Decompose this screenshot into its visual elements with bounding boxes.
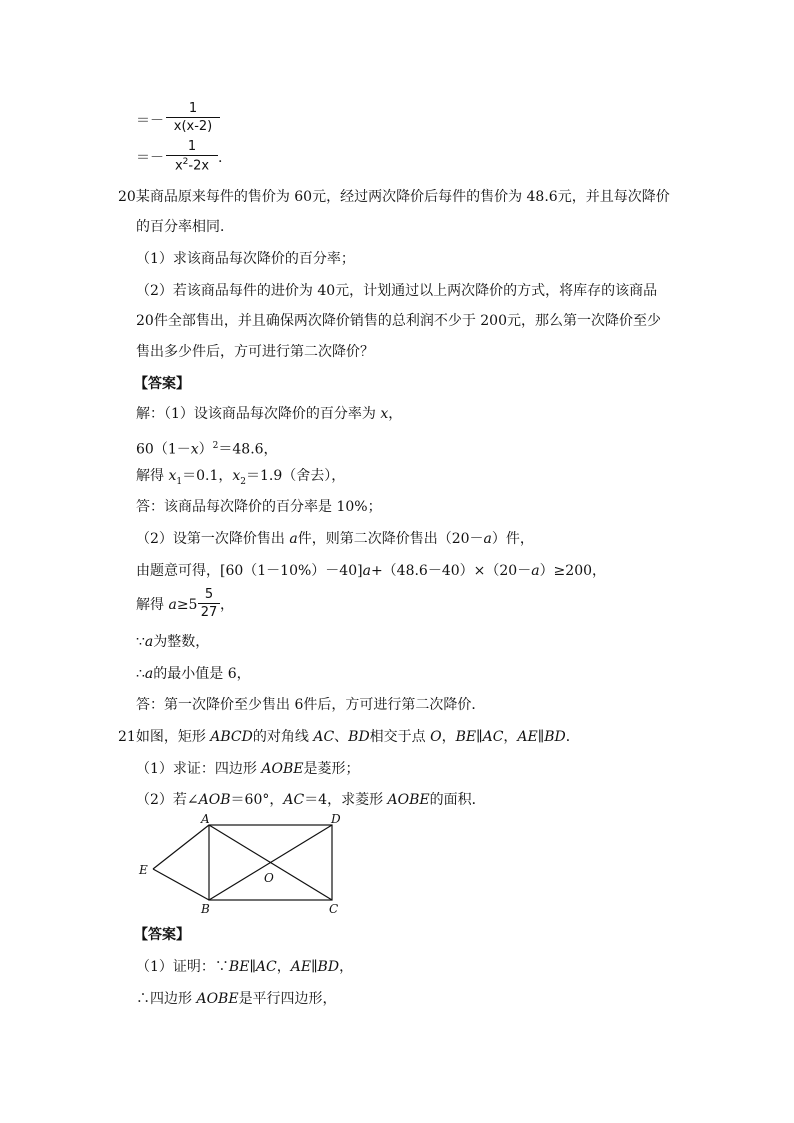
q21-parallel-2: ∥ (537, 729, 545, 745)
q21-part-2 (136, 791, 486, 809)
proof1-end: ， (339, 959, 354, 975)
sol5-end: ）件， (491, 531, 534, 547)
q21-part2-ac: AC (283, 792, 305, 808)
equals-minus-2: ＝－ (136, 150, 164, 166)
q20-solution-line-8 (136, 633, 209, 651)
q20-solution-line-4: 答：该商品每次降价的百分率是 10%； (136, 499, 382, 515)
sol1-end: ， (388, 406, 403, 422)
fraction-2-den-x: x (174, 158, 183, 174)
q20-answer-tag: 【答案】 (134, 376, 190, 392)
sol7-end: ， (220, 597, 234, 613)
q21-ae: AE (517, 729, 538, 745)
q21-part-1 (136, 760, 359, 778)
q21-ac2: AC (482, 729, 504, 745)
fraction-2 (166, 139, 218, 173)
sol5-var-a2: a (483, 531, 492, 547)
proof2-end: 是平行四边形， (238, 991, 337, 1007)
sol7-fraction (198, 587, 220, 620)
q21-part1-end: 是菱形； (303, 761, 360, 777)
q21-part2-aobe: AOBE (387, 792, 430, 808)
sol9-therefore: ∴ (136, 666, 145, 682)
label-e: E (139, 863, 148, 877)
q21-line-1 (118, 728, 580, 746)
q21-abcd: ABCD (210, 729, 253, 745)
sol1-text: 解：（1）设该商品每次降价的百分率为 (136, 406, 381, 422)
sol8-var-a: a (144, 634, 154, 650)
q20-solution-line-9 (136, 665, 251, 683)
proof1-comma: ， (276, 959, 291, 975)
sol7-fraction-numerator: 5 (198, 587, 220, 604)
q20-part-1: （1）求该商品每次降价的百分率； (136, 251, 355, 267)
q20-solution-line-2 (136, 437, 278, 459)
sol5-text: （2）设第一次降价售出 (136, 531, 290, 547)
label-c: C (329, 902, 339, 916)
sol3-sub2: 2 (240, 476, 246, 487)
q20-part-2a: （2）若该商品每件的进价为 40元，计划通过以上两次降价的方式，将库存的该商品 (136, 283, 658, 299)
q21-proof-line-1 (136, 958, 353, 976)
sol3-x2: x (232, 468, 241, 484)
label-b: B (201, 902, 210, 916)
proof1-be: BE (228, 959, 250, 975)
segment-ea (153, 825, 209, 869)
proof2-text: ∴四边形 (136, 991, 197, 1007)
sol3-x1: x (168, 468, 177, 484)
label-d: D (331, 812, 341, 826)
sol6-mid: +（48.6－40）×（20－ (370, 563, 532, 579)
segment-eb (153, 869, 209, 900)
q21-part1-aobe: AOBE (261, 761, 304, 777)
q21-part2-text: （2）若∠ (136, 792, 199, 808)
fraction-2-den-exponent: 2 (182, 157, 189, 167)
q20-line-2: 的百分率相同． (136, 219, 234, 235)
sol2-var: x (190, 441, 199, 458)
q21-o: O (430, 729, 442, 745)
q20-line-1: 20某商品原来每件的售价为 60元，经过两次降价后每件的售价为 48.6元，并且每次降价 (118, 189, 670, 205)
sol2-end: ＝48.6， (218, 441, 278, 458)
q20-part-2b: 20件全部售出，并且确保两次降价销售的总利润不少于 200元，那么第一次降价至少 (136, 313, 661, 329)
proof1-ac: AC (255, 959, 277, 975)
sol3-value1: ＝0.1， (182, 468, 233, 484)
q21-ac: AC (313, 729, 335, 745)
q21-part2-aob: AOB (198, 792, 231, 808)
q20-part-2c: 售出多少件后，方可进行第二次降价？ (136, 344, 374, 360)
sol1-var: x (380, 406, 389, 422)
sol8-end: 为整数， (153, 634, 210, 650)
sol2-exponent: 2 (212, 441, 219, 451)
label-a: A (201, 812, 210, 826)
sol6-end: ）≥200， (539, 563, 607, 579)
rectangle-figure (130, 812, 360, 922)
q21-line1-text: 21如图，矩形 (118, 729, 211, 745)
proof1-parallel-2: ∥ (311, 959, 318, 975)
fraction-2-period: . (218, 150, 223, 166)
proof1-text: （1）证明：∵ (136, 959, 229, 975)
q21-comma: ， (441, 729, 456, 745)
q21-be: BE (455, 729, 477, 745)
sol6-var-a: a (362, 563, 371, 579)
q20-solution-line-1 (136, 405, 402, 423)
q21-proof-line-2 (136, 990, 337, 1008)
sol7-text: 解得 (136, 597, 169, 613)
q21-bd2: BD (544, 729, 566, 745)
q21-parallel-1: ∥ (476, 729, 483, 745)
sol3-sub1: 1 (176, 476, 183, 487)
proof2-aobe: AOBE (196, 991, 239, 1007)
proof1-bd: BD (317, 959, 340, 975)
sol9-end: 的最小值是 6， (153, 666, 251, 682)
proof1-parallel-1: ∥ (249, 959, 256, 975)
q20-solution-line-6 (136, 562, 606, 580)
equals-minus-1: ＝－ (136, 113, 164, 129)
sol2-text: 60（1－ (136, 441, 191, 458)
fraction-1 (166, 101, 220, 134)
q21-bd: BD (348, 729, 370, 745)
sol7-mid: ≥5 (176, 597, 198, 613)
q20-solution-line-10: 答：第一次降价至少售出 6件后，方可进行第二次降价． (136, 697, 486, 713)
q20-solution-line-5 (136, 530, 534, 548)
sol6-var-a2: a (531, 563, 540, 579)
sol7-fraction-denominator: 27 (200, 605, 218, 620)
proof1-ae: AE (290, 959, 312, 975)
sol2-paren: ） (198, 441, 213, 458)
q21-line1-mid2: 相交于点 (369, 729, 431, 745)
sol5-mid: 件，则第二次降价售出（20－ (297, 531, 484, 547)
q21-part2-mid2: ＝4，求菱形 (304, 792, 388, 808)
fraction-2-numerator: 1 (166, 139, 218, 156)
fraction-2-den-rest: -2x (188, 158, 210, 174)
sol3-value2: ＝1.9（舍去）， (246, 468, 346, 484)
sol7-var-a: a (168, 597, 177, 613)
fraction-1-numerator: 1 (166, 101, 220, 118)
q21-part1-text: （1）求证：四边形 (136, 761, 262, 777)
fraction-1-denominator: x(x-2) (173, 119, 213, 134)
q21-part2-end: 的面积． (429, 792, 486, 808)
sol6-text: 由题意可得，[60（1－10%）－40] (136, 563, 363, 579)
fraction-2-denominator (166, 156, 218, 173)
sol9-var-a: a (144, 666, 154, 682)
q21-answer-tag: 【答案】 (134, 927, 190, 943)
sol8-because: ∵ (136, 634, 145, 650)
q20-solution-line-3 (136, 467, 345, 491)
q21-line1-end: ． (565, 729, 580, 745)
q21-sep: 、 (334, 729, 349, 745)
q21-part2-mid: ＝60°， (230, 792, 284, 808)
q21-comma2: ， (503, 729, 518, 745)
sol5-var-a: a (289, 531, 298, 547)
label-o: O (264, 871, 274, 885)
q20-solution-line-7 (136, 596, 197, 614)
sol3-text: 解得 (136, 468, 169, 484)
q21-line1-mid1: 的对角线 (252, 729, 314, 745)
